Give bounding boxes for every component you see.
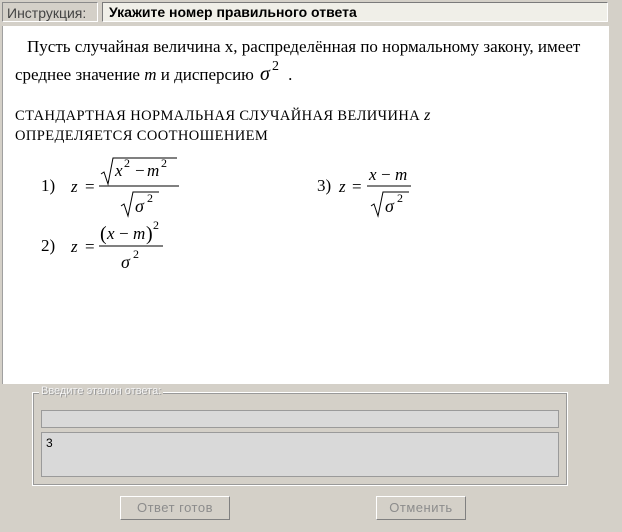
svg-text:=: =	[352, 177, 362, 196]
svg-text:=: =	[85, 237, 95, 256]
svg-text:z: z	[339, 177, 346, 196]
answer-groupbox	[32, 385, 568, 486]
svg-text:x: x	[115, 161, 123, 180]
option-1	[41, 154, 191, 220]
question-text-end: .	[288, 65, 293, 84]
instruction-label: Инструкция:	[2, 2, 98, 22]
button-bar	[32, 490, 566, 526]
cancel-button[interactable]: Отменить	[376, 496, 466, 520]
option-3-number: 3)	[317, 176, 332, 195]
svg-text:=: =	[85, 177, 95, 196]
option-1-formula	[41, 154, 191, 220]
etalon-input[interactable]	[41, 410, 559, 428]
option-3	[317, 162, 447, 222]
question-panel	[2, 26, 609, 384]
svg-text:2: 2	[272, 60, 280, 74]
option-3-formula	[317, 162, 447, 222]
svg-text:2: 2	[153, 218, 159, 232]
svg-text:z: z	[71, 177, 78, 196]
svg-text:2: 2	[124, 156, 130, 170]
question-text-mid: и дисперсию	[160, 65, 254, 84]
svg-text:2: 2	[161, 156, 167, 170]
statement-variable: z	[424, 107, 431, 124]
svg-text:(: (	[100, 223, 107, 245]
svg-text:x: x	[369, 165, 377, 184]
svg-text:m: m	[395, 165, 408, 184]
option-1-number: 1)	[41, 176, 56, 195]
option-2	[41, 220, 191, 284]
svg-text:2: 2	[397, 191, 403, 205]
svg-text:2: 2	[147, 191, 153, 205]
svg-text:σ: σ	[385, 196, 394, 216]
answer-input[interactable]: 3	[41, 432, 559, 477]
svg-text:σ: σ	[121, 252, 130, 272]
svg-text:m: m	[147, 161, 160, 180]
svg-text:m: m	[133, 224, 146, 243]
question-statement	[15, 106, 535, 146]
svg-text:2: 2	[133, 247, 139, 261]
sigma-squared-formula	[258, 60, 288, 84]
svg-text:σ: σ	[135, 196, 144, 216]
question-paragraph	[15, 34, 585, 88]
statement-rest: ОПРЕДЕЛЯЕТСЯ СООТНОШЕНИЕМ	[15, 128, 269, 144]
answer-legend: Введите эталон ответа:	[41, 385, 162, 397]
statement-main: СТАНДАРТНАЯ НОРМАЛЬНАЯ СЛУЧАЙНАЯ ВЕЛИЧИНА	[15, 108, 421, 124]
svg-text:−: −	[135, 161, 145, 180]
svg-text:z: z	[71, 237, 78, 256]
instruction-text: Укажите номер правильного ответа	[102, 2, 608, 22]
svg-text:): )	[146, 223, 153, 245]
svg-text:−: −	[119, 224, 129, 243]
svg-text:x: x	[107, 224, 115, 243]
svg-text:−: −	[381, 165, 391, 184]
instruction-bar	[0, 0, 622, 26]
answer-ready-button[interactable]: Ответ готов	[120, 496, 230, 520]
question-mean-symbol: m	[144, 65, 157, 84]
option-2-number: 2)	[41, 236, 56, 255]
option-2-formula	[41, 220, 191, 284]
svg-text:σ: σ	[260, 63, 271, 84]
question-text-start: Пусть случайная величина x, распределённая по нормальному закону, имеет среднее значение	[15, 37, 581, 84]
